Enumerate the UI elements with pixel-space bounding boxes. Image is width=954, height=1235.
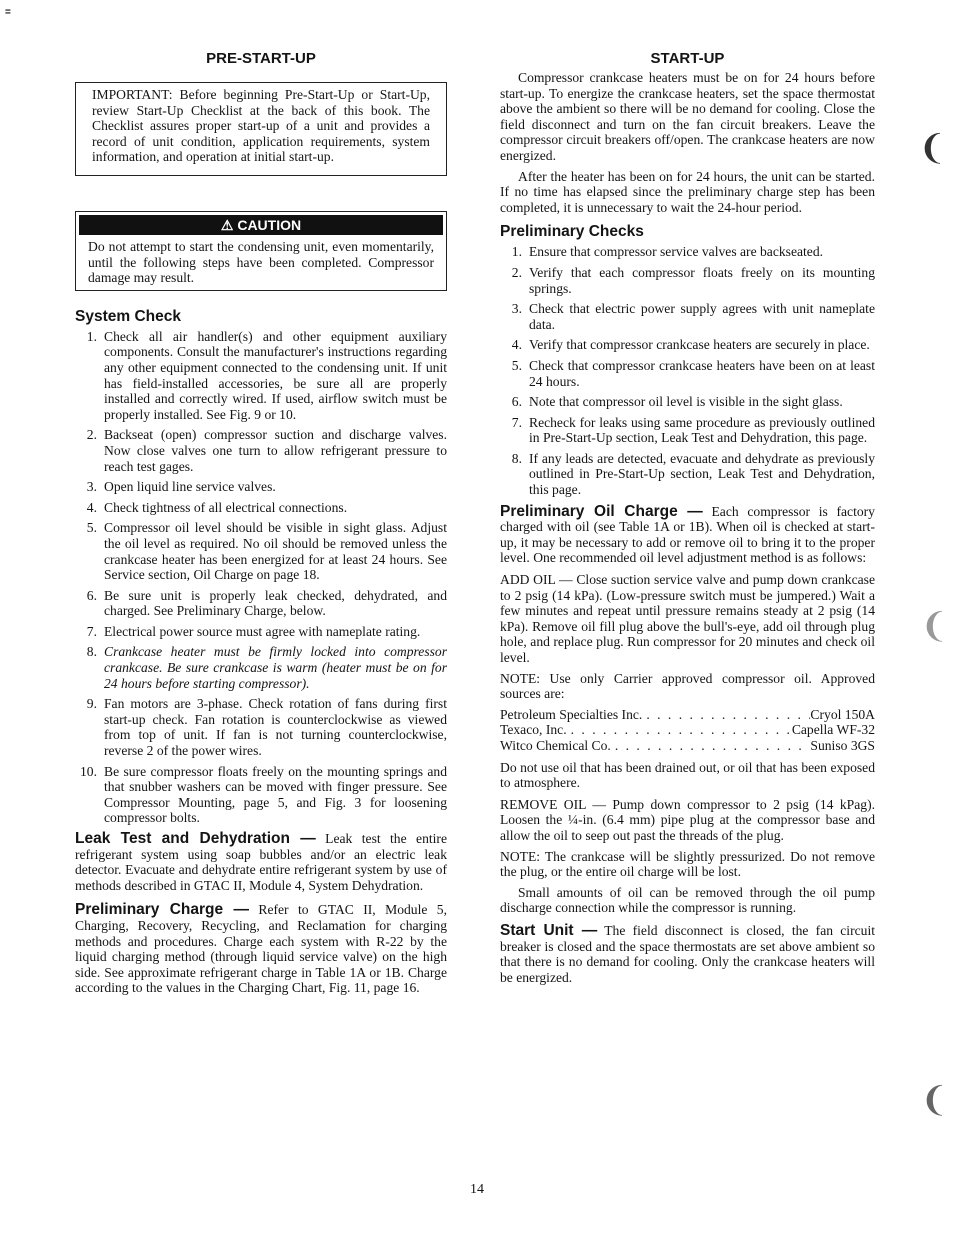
list-item-text: Ensure that compressor service valves are backseated.: [529, 244, 824, 260]
list-item-text: Electrical power source must agree with nameplate rating.: [104, 623, 421, 639]
list-item-number: 6.: [511, 394, 522, 410]
list-item-number: 4.: [511, 337, 522, 353]
prelim-charge-heading: Preliminary Charge —: [75, 901, 249, 919]
prelim-charge-paragraph: [75, 902, 447, 996]
list-item-number: 4.: [86, 499, 97, 515]
start-unit-text: The field disconnect is closed, the fan circuit breaker is closed and the space thermostats are set above ambient so that there is no demand for cooling. Only the crankcase heaters will be energized.: [500, 922, 875, 985]
oil-charge-heading: Preliminary Oil Charge —: [500, 502, 703, 520]
add-oil-paragraph: ADD OIL — Close suction service valve and pump down crankcase to 2 psig (14 kPa). (Low-pressure switch must be jumpered.) Wait a few minutes and repeat until pressure remains steady at 2 psig (14 kPa). Remove oil fill plug above the bull's-eye, add oil through plug hole, and replace plug. Run compressor for 20 minutes and check oil level.: [500, 572, 875, 665]
list-item: [500, 358, 875, 389]
oil-source-product: Suniso 3GS: [810, 737, 875, 753]
list-item-text: Open liquid line service valves.: [104, 479, 276, 495]
list-item: [75, 520, 447, 582]
list-item-text: Be sure compressor floats freely on the mounting springs and that snubber washers can be moved with finger pressure. See Compressor Mounting, page 5, and Fig. 3 for loosening compressor bolts.: [104, 763, 447, 826]
list-item-text: Check that electric power supply agrees with unit nameplate data.: [529, 301, 875, 332]
list-item-number: 6.: [86, 587, 97, 603]
list-item: [75, 644, 447, 691]
system-check-heading: System Check: [75, 307, 181, 325]
list-item-number: 3.: [511, 301, 522, 317]
list-item-number: 8.: [511, 450, 522, 466]
list-item-text: Verify that compressor crankcase heaters are securely in place.: [529, 337, 870, 353]
prelim-charge-text: Refer to GTAC II, Module 5, Charging, Recovery, Recycling, and Reclamation for charging methods and procedures. Charge each system with R-22 by the liquid charging method (through liquid service valve) on the high side. See approximate refrigerant charge in Table 1A or 1B. Charge according to the values in the Charging Chart, Fig. 11, page 16.: [75, 902, 447, 996]
list-item-number: 5.: [86, 520, 97, 536]
prelim-checks-list: [500, 244, 875, 497]
list-item-text: Recheck for leaks using same procedure as previously outlined in Pre-Start-Up section, Leak Test and Dehydration, this page.: [529, 414, 875, 446]
list-item-number: 10.: [80, 763, 97, 779]
pre-start-up-title: PRE-START-UP: [206, 50, 316, 67]
list-item: [75, 764, 447, 826]
list-item-number: 7.: [511, 414, 522, 430]
list-item: [500, 337, 875, 353]
binder-hole-mark: ❨: [920, 606, 949, 646]
list-item-text: Verify that each compressor floats freely on its mounting springs.: [529, 264, 875, 296]
start-up-intro-2: After the heater has been on for 24 hours, the unit can be started. If no time has elapsed since the preliminary charge step has been completed, it is unnecessary to wait the 24-hour period.: [500, 168, 875, 215]
oil-source-product: Cryol 150A: [810, 706, 875, 722]
list-item-text: Check that compressor crankcase heaters have been on at least 24 hours.: [529, 357, 875, 389]
caution-text: Do not attempt to start the condensing unit, even momentarily, until the following steps have been completed. Compressor damage may result.: [88, 239, 434, 286]
list-item-number: 2.: [511, 264, 522, 280]
leak-test-heading: Leak Test and Dehydration —: [75, 830, 316, 847]
list-item-number: 2.: [86, 427, 97, 443]
caution-box: [75, 211, 447, 291]
oil-source-name: Witco Chemical Co.: [500, 737, 611, 753]
left-column: [75, 50, 447, 996]
oil-charge-text: Each compressor is factory charged with oil (see Table 1A or 1B). When oil is checked at start-up, it may be necessary to add or remove oil to bring it to the proper level. One recommended oil level adjustment method is as follows:: [500, 503, 875, 566]
list-item: [500, 265, 875, 296]
leader-dots: [611, 738, 811, 754]
small-amounts-paragraph: Small amounts of oil can be removed through the oil pump discharge connection while the compressor is running.: [500, 884, 875, 916]
drained-oil-paragraph: Do not use oil that has been drained out, or oil that has been exposed to atmosphere.: [500, 759, 875, 791]
list-item-text: Crankcase heater must be firmly locked into compressor crankcase. Be sure crankcase is warm (heater must be on for 24 hours before starting compressor).: [104, 644, 447, 691]
list-item: [500, 415, 875, 446]
list-item-text: Check all air handler(s) and other equipment auxiliary components. Consult the manufacturer's instructions regarding any other equipment connected to the condensing unit. If unit has field-installed accessories, be sure all are properly installed and correctly wired. If used, airflow switch must be properly installed. See Fig. 9 or 10.: [104, 328, 447, 422]
page-number: 14: [470, 1182, 484, 1197]
oil-source-name: Petroleum Specialties Inc.: [500, 706, 643, 722]
list-item-number: 9.: [86, 696, 97, 712]
oil-source-row: [500, 707, 875, 723]
list-item-text: Be sure unit is properly leak checked, dehydrated, and charged. See Preliminary Charge, below.: [104, 587, 447, 619]
oil-source-product: Capella WF-32: [791, 722, 875, 738]
leak-test-text: Leak test the entire refrigerant system using soap bubbles and/or an electric leak detector. Evacuate and dehydrate entire refrigerant system by use of methods described in GTAC II, Module 4, System Dehydration.: [75, 831, 447, 893]
prelim-checks-heading: Preliminary Checks: [500, 223, 644, 241]
list-item-text: If any leads are detected, evacuate and dehydrate as previously outlined in Pre-Start-Up section, Leak Test and Dehydration, this page.: [529, 450, 875, 498]
oil-source-name: Texaco, Inc.: [500, 722, 567, 738]
list-item: [75, 329, 447, 423]
start-up-title: START-UP: [650, 50, 725, 67]
start-up-intro-1: Compressor crankcase heaters must be on for 24 hours before start-up. To energize the crankcase heaters, set the space thermostat above the ambient so there will be no demand for cooling. Close the field disconnect and turn on the fan circuit breakers. Leave the compressor circuit breakers off/open. The crankcase heaters are now energized.: [500, 70, 875, 163]
list-item-number: 8.: [86, 644, 97, 660]
right-column: [500, 50, 875, 985]
corner-mark: =: [5, 7, 11, 18]
list-item-text: Backseat (open) compressor suction and discharge valves. Now close valves one turn to allow refrigerant pressure to reach test gages.: [104, 427, 447, 474]
list-item: [500, 394, 875, 410]
list-item-text: Compressor oil level should be visible in sight glass. Adjust the oil level as required. No oil should be removed unless the crankcase heater has been energized for at least 24 hours. See Service section, Oil Charge on page 18.: [104, 520, 447, 583]
list-item-number: 1.: [511, 244, 522, 260]
note-approved-oil: NOTE: Use only Carrier approved compressor oil. Approved sources are:: [500, 670, 875, 702]
list-item-text: Fan motors are 3-phase. Check rotation of fans during first start-up check. Fan rotation is counterclockwise as viewed from top of unit. If fan is not turning counterclockwise, reverse 2 of the power wires.: [104, 696, 447, 759]
important-box: [75, 82, 447, 176]
important-text: IMPORTANT: Before beginning Pre-Start-Up or Start-Up, review Start-Up Checklist at the back of this book. The Checklist assures proper start-up of a unit and provides a record of unit condition, application requirements, system information, and operation at initial start-up.: [92, 87, 430, 165]
list-item: [75, 479, 447, 495]
remove-oil-paragraph: REMOVE OIL — Pump down compressor to 2 psig (14 kPag). Loosen the ¼-in. (6.4 mm) pipe plug at the compressor base and allow the oil to seep out past the threads of the plug.: [500, 796, 875, 843]
list-item: [500, 301, 875, 332]
binder-hole-mark: ❨: [918, 128, 947, 168]
list-item-text: Note that compressor oil level is visible in the sight glass.: [529, 394, 843, 410]
oil-source-row: [500, 722, 875, 738]
list-item-number: 5.: [511, 357, 522, 373]
note-pressurized: NOTE: The crankcase will be slightly pressurized. Do not remove the plug, or the entire oil charge will be lost.: [500, 848, 875, 880]
oil-charge-paragraph: [500, 504, 875, 566]
system-check-list: [75, 329, 447, 826]
list-item: [500, 244, 875, 260]
list-item: [75, 696, 447, 758]
leak-test-paragraph: [75, 831, 447, 893]
list-item: [75, 624, 447, 640]
leader-dots: [567, 722, 792, 738]
caution-heading: ⚠ CAUTION: [79, 215, 443, 235]
start-unit-paragraph: [500, 923, 875, 985]
binder-hole-mark: ❨: [920, 1080, 949, 1120]
start-unit-heading: Start Unit —: [500, 921, 598, 939]
oil-sources-list: [500, 707, 875, 754]
list-item-text: Check tightness of all electrical connections.: [104, 499, 348, 515]
list-item: [75, 500, 447, 516]
list-item-number: 7.: [86, 623, 97, 639]
list-item: [500, 451, 875, 498]
list-item-number: 3.: [86, 479, 97, 495]
leader-dots: [642, 707, 810, 723]
list-item: [75, 427, 447, 474]
oil-source-row: [500, 738, 875, 754]
list-item-number: 1.: [86, 328, 97, 344]
list-item: [75, 588, 447, 619]
